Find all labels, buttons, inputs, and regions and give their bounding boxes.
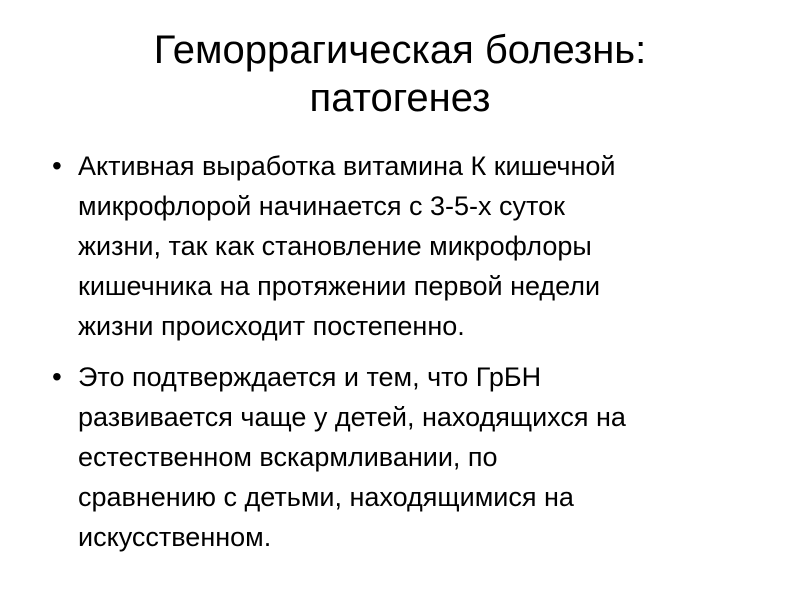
bullet-text-line: развивается чаще у детей, находящихся на	[78, 402, 626, 432]
bullet-text-line: жизни происходит постепенно.	[78, 311, 465, 341]
slide-title-line: Геморрагическая болезнь:	[153, 28, 647, 72]
bullet-text-line: искусственном.	[78, 522, 272, 552]
bullet-item	[48, 146, 748, 346]
bullet-text-line: Это подтверждается и тем, что ГрБН	[78, 362, 542, 392]
bullet-text-line: жизни, так как становление микрофлоры	[78, 231, 592, 261]
bullet-dot-icon: •	[52, 361, 62, 392]
bullet-dot-icon: •	[52, 150, 62, 181]
bullet-text-line: естественном вскармливании, по	[78, 442, 498, 472]
bullet-text-line: микрофлорой начинается с 3-5-х суток	[78, 191, 565, 221]
bullet-text-line: кишечника на протяжении первой недели	[78, 271, 601, 301]
bullet-item	[48, 357, 748, 557]
bullet-list	[48, 146, 748, 568]
slide-title	[0, 26, 800, 122]
slide-title-line: патогенез	[309, 76, 491, 120]
bullet-text-line: Активная выработка витамина К кишечной	[78, 151, 616, 181]
bullet-text-line: сравнению с детьми, находящимися на	[78, 482, 574, 512]
